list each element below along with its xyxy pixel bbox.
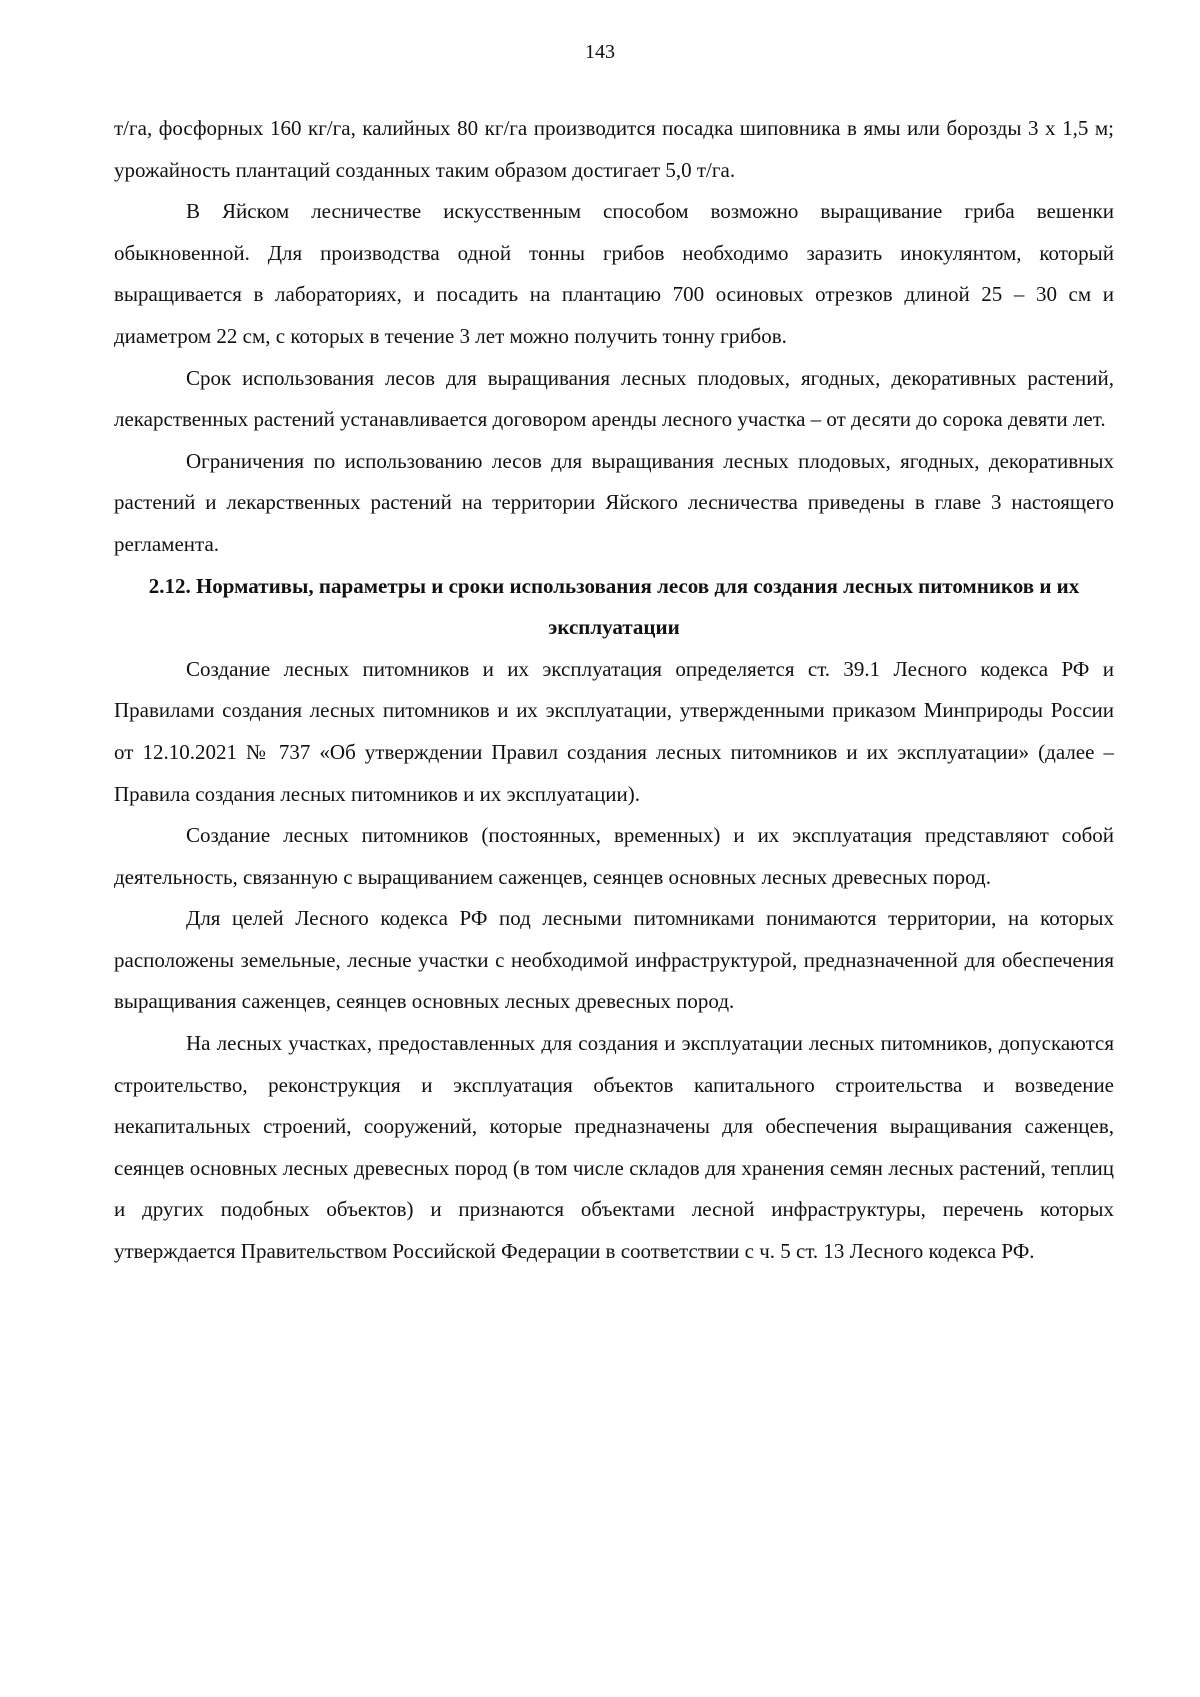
paragraph-nursery-infrastructure: На лесных участках, предоставленных для создания и эксплуатации лесных питомников, допускаются строительство, реконструкция и эксплуатация объектов капитального строительства и возведение некапитальных строений, сооружений, которые предназначены для обеспечения выращивания саженцев, сеянцев основных лесных древесных пород (в том числе складов для хранения семян лесных растений, теплиц и других подобных объектов) и признаются объектами лесной инфраструктуры, перечень которых утверждается Правительством Российской Федерации в соответствии с ч. 5 ст. 13 Лесного кодекса РФ.	[114, 1031, 1114, 1264]
paragraph-oyster-mushroom: В Яйском лесничестве искусственным способом возможно выращивание гриба вешенки обыкновенной. Для производства одной тонны грибов необходимо заразить инокулянтом, который выращивается в лабораториях, и посадить на плантацию 700 осиновых отрезков длиной 25 – 30 см и диаметром 22 см, с которых в течение 3 лет можно получить тонну грибов.	[114, 199, 1114, 348]
page-number: 143	[585, 41, 615, 63]
paragraph-nursery-activity: Создание лесных питомников (постоянных, временных) и их эксплуатация представляют собой деятельность, связанную с выращиванием саженцев, сеянцев основных лесных древесных пород.	[114, 823, 1114, 889]
section-heading: 2.12. Нормативы, параметры и сроки использования лесов для создания лесных питомников и их эксплуатации	[148, 573, 1080, 640]
document-body	[114, 108, 1114, 1273]
paragraph-usage-term: Срок использования лесов для выращивания лесных плодовых, ягодных, декоративных растений, лекарственных растений устанавливается договором аренды лесного участка – от десяти до сорока девяти лет.	[114, 365, 1114, 432]
paragraph-nursery-creation: Создание лесных питомников и их эксплуатация определяется ст. 39.1 Лесного кодекса РФ и Правилами создания лесных питомников и их эксплуатации, утвержденными приказом Минприроды России от 12.10.2021 № 737 «Об утверждении Правил создания лесных питомников и их эксплуатации» (далее – Правила создания лесных питомников и их эксплуатации).	[114, 656, 1114, 806]
paragraph-continuation: т/га, фосфорных 160 кг/га, калийных 80 кг/га производится посадка шиповника в ямы или борозды 3 х 1,5 м; урожайность плантаций созданных таким образом достигает 5,0 т/га.	[114, 116, 1114, 182]
paragraph-nursery-definition: Для целей Лесного кодекса РФ под лесными питомниками понимаются территории, на которых расположены земельные, лесные участки с необходимой инфраструктурой, предназначенной для обеспечения выращивания саженцев, сеянцев основных лесных древесных пород.	[114, 906, 1114, 1014]
paragraph-restrictions: Ограничения по использованию лесов для выращивания лесных плодовых, ягодных, декоративных растений и лекарственных растений на территории Яйского лесничества приведены в главе 3 настоящего регламента.	[114, 448, 1114, 556]
